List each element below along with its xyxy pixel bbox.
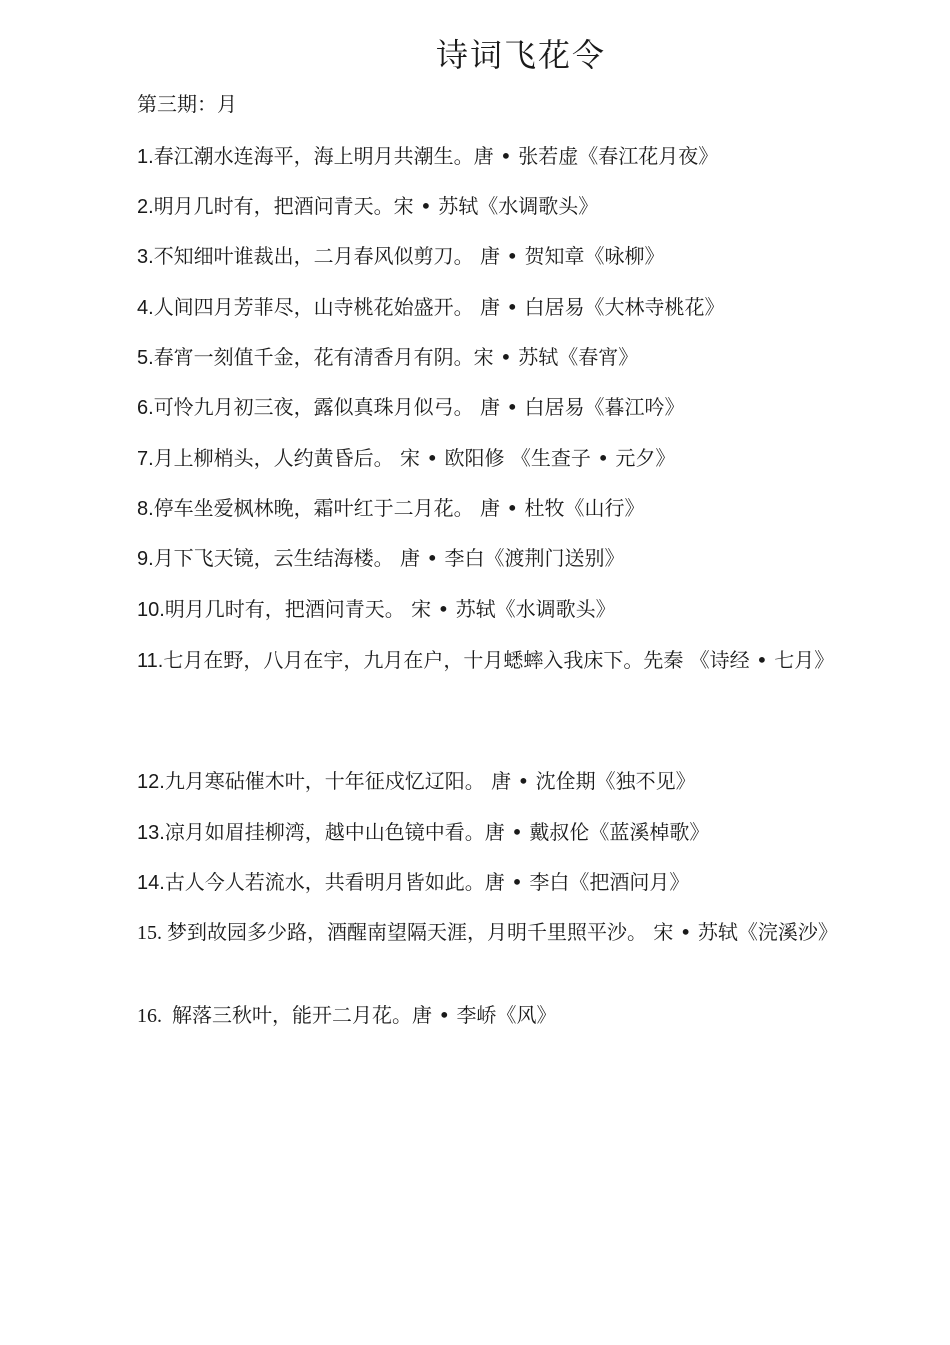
poem-number: 4.: [137, 297, 154, 319]
poem-text: 不知细叶谁裁出，二月春风似剪刀。 唐 • 贺知章《咏柳》: [153, 244, 665, 268]
poem-line-2: [137, 193, 887, 220]
poem-text: 九月寒砧催木叶，十年征戍忆辽阳。 唐 • 沈佺期《独不见》: [164, 769, 696, 793]
poem-number: 1.: [137, 146, 154, 168]
poem-text: 月下飞天镜，云生结海楼。 唐 • 李白《渡荆门送别》: [153, 546, 625, 570]
poem-line-7: [137, 445, 887, 472]
poem-text: 梦到故园多少路，酒醒南望隔天涯，月明千里照平沙。 宋 • 苏轼《浣溪沙》: [167, 920, 838, 944]
poem-line-10: [137, 596, 887, 623]
poem-line-3: [137, 243, 887, 270]
poem-line-9: [137, 545, 887, 572]
poem-line-13: [137, 819, 887, 846]
poem-text: 古人今人若流水，共看明月皆如此。唐 • 李白《把酒问月》: [164, 870, 690, 894]
poem-text: 可怜九月初三夜，露似真珠月似弓。 唐 • 白居易《暮江吟》: [153, 395, 685, 419]
poem-number: 11.: [137, 650, 164, 672]
poem-number: 9.: [137, 548, 154, 570]
poem-line-12: [137, 768, 887, 795]
poem-line-6: [137, 394, 887, 421]
poem-line-8: [137, 495, 887, 522]
poem-number: 10.: [137, 599, 165, 621]
poem-line-1: [137, 143, 887, 170]
page-title: 诗词飞花令: [435, 36, 606, 74]
poem-line-14: [137, 869, 887, 896]
poem-text: 凉月如眉挂柳湾，越中山色镜中看。唐 • 戴叔伦《蓝溪棹歌》: [164, 820, 710, 844]
poem-text: 月上柳梢头，人约黄昏后。 宋 • 欧阳修 《生查子 • 元夕》: [153, 446, 676, 470]
poem-number: 12.: [137, 771, 165, 793]
poem-number: 16.: [137, 1005, 172, 1027]
poem-line-15: [137, 919, 887, 946]
poem-number: 7.: [137, 448, 154, 470]
poem-text: 明月几时有，把酒问青天。宋 • 苏轼《水调歌头》: [153, 194, 599, 218]
poem-number: 2.: [137, 196, 154, 218]
poem-text: 人间四月芳菲尽，山寺桃花始盛开。 唐 • 白居易《大林寺桃花》: [153, 295, 725, 319]
poem-number: 5.: [137, 347, 154, 369]
poem-text: 明月几时有，把酒问青天。 宋 • 苏轼《水调歌头》: [164, 597, 616, 621]
poem-line-16: [137, 1002, 887, 1029]
poem-line-11: [137, 633, 887, 688]
poem-text: 七月在野，八月在宇，九月在户，十月蟋蟀入我床下。先秦 《诗经 • 七月》: [163, 648, 835, 672]
issue-subtitle: 第三期：月: [137, 92, 237, 116]
poem-number: 6.: [137, 397, 154, 419]
poem-line-4: [137, 294, 887, 321]
poem-number: 14.: [137, 872, 165, 894]
poem-number: 8.: [137, 498, 154, 520]
poem-text: 停车坐爱枫林晚，霜叶红于二月花。 唐 • 杜牧《山行》: [153, 496, 645, 520]
poem-number: 13.: [137, 822, 165, 844]
poem-text: 春宵一刻值千金，花有清香月有阴。宋 • 苏轼《春宵》: [153, 345, 639, 369]
poem-text: 解落三秋叶，能开二月花。唐 • 李峤《风》: [172, 1003, 557, 1027]
poem-number: 3.: [137, 246, 154, 268]
poem-text: 春江潮水连海平，海上明月共潮生。唐 • 张若虚《春江花月夜》: [153, 144, 719, 168]
poem-number: 15.: [137, 922, 167, 944]
poem-line-5: [137, 344, 887, 371]
